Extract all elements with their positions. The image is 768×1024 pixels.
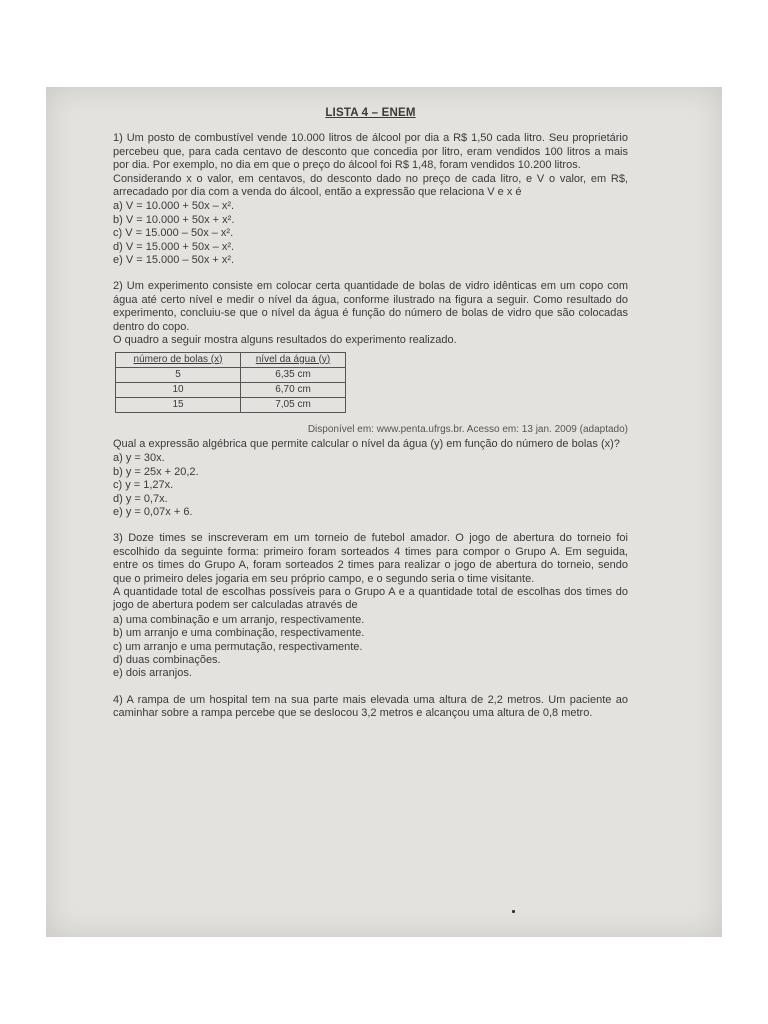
question-2 [113,280,628,519]
table-header-cell: nível da água (y) [241,352,346,367]
q1-options [113,200,628,267]
q4-statement: 4) A rampa de um hospital tem na sua parte mais elevada uma altura de 2,2 metros. Um paciente ao caminhar sobre a rampa percebe que se deslocou 3,2 metros e alcançou uma altura de 0,8 metro. [113,693,628,720]
q2-intro-table: O quadro a seguir mostra alguns resultados do experimento realizado. [113,334,457,347]
q1-option-c: c) V = 15.000 – 50x – x². [113,227,234,240]
question-1 [113,132,628,267]
question-3 [113,532,628,680]
q2-option-c: c) y = 1,27x. [113,479,174,492]
source-citation: Disponível em: www.penta.ufrgs.br. Acesso em: 13 jan. 2009 (adaptado) [307,423,628,435]
q1-option-b: b) V = 10.000 + 50x + x². [113,213,235,226]
q1-option-e: e) V = 15.000 – 50x + x². [113,254,235,267]
table-cell: 6,70 cm [241,382,346,397]
table-cell: 5 [116,367,241,382]
table-row [116,397,346,412]
results-table [115,352,346,413]
q3-option-c: c) um arranjo e uma permutação, respectivamente. [113,640,363,653]
q1-prompt: Considerando x o valor, em centavos, do desconto dado no preço de cada litro, e V o valor, em R$, arrecadado por dia com a venda do álcool, então a expressão que relaciona V e x é [113,172,628,199]
q2-option-e: e) y = 0,07x + 6. [113,505,193,518]
q3-prompt: A quantidade total de escolhas possíveis para o Grupo A e a quantidade total de escolhas dos times do jogo de abertura podem ser calculadas através de [113,585,628,612]
q1-option-a: a) V = 10.000 + 50x – x². [113,200,235,213]
table-cell: 7,05 cm [241,397,346,412]
table-cell: 10 [116,382,241,397]
page-title: LISTA 4 – ENEM [325,107,416,119]
paper-speck [512,910,515,913]
table-row [116,367,346,382]
q3-statement: 3) Doze times se inscreveram em um torneio de futebol amador. O jogo de abertura do torneio foi escolhido da seguinte forma: primeiro foram sorteados 4 times para compor o Grupo A. Em seguida, entre os times do Grupo A, foram sorteados 2 times para realizar o jogo de abertura do torneio, sendo que o primeiro deles jogaria em seu próprio campo, e o segundo seria o time visitante. [113,532,628,585]
q3-options [113,614,628,681]
worksheet [113,107,628,721]
table-cell: 15 [116,397,241,412]
paper-sheet [46,87,722,937]
q1-option-d: d) V = 15.000 + 50x – x². [113,240,235,253]
q2-question: Qual a expressão algébrica que permite calcular o nível da água (y) em função do número de bolas (x)? [113,437,620,450]
table-header-cell: número de bolas (x) [116,352,241,367]
question-4 [113,694,628,721]
q3-option-a: a) uma combinação e um arranjo, respectivamente. [113,613,365,626]
q3-option-e: e) dois arranjos. [113,667,192,680]
q2-statement: 2) Um experimento consiste em colocar certa quantidade de bolas de vidro idênticas em um copo com água até certo nível e medir o nível da água, conforme ilustrado na figura a seguir. Como resultado do experimento, concluiu-se que o nível da água é função do número de bolas de vidro que são colocadas dentro do copo. [113,280,628,333]
q2-options [113,452,628,519]
q2-option-b: b) y = 25x + 20,2. [113,465,199,478]
q1-statement: 1) Um posto de combustível vende 10.000 litros de álcool por dia a R$ 1,50 cada litro. Seu proprietário percebeu que, para cada centavo de desconto que concedia por litro, eram vendidos 100 litros a mais por dia. Por exemplo, no dia em que o preço do álcool foi R$ 1,48, foram vendidos 10.200 litros. [113,132,628,172]
table-cell: 6,35 cm [241,367,346,382]
q2-option-a: a) y = 30x. [113,452,165,465]
table-row [116,382,346,397]
q2-option-d: d) y = 0,7x. [113,492,168,505]
q3-option-d: d) duas combinações. [113,654,221,666]
table-header-row [116,352,346,367]
q3-option-b: b) um arranjo e uma combinação, respectivamente. [113,627,365,640]
